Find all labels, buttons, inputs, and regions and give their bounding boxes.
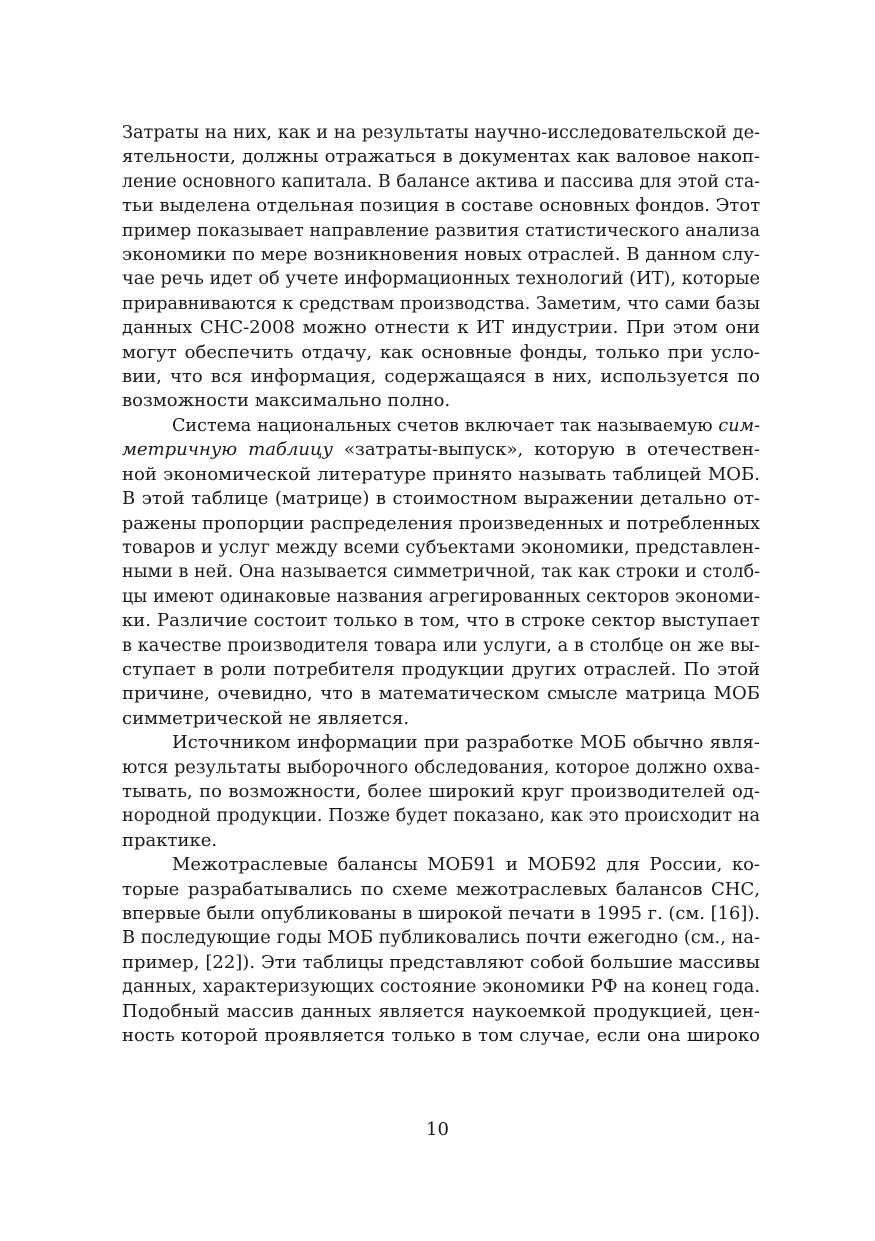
text-line: торые разрабатывались по схеме межотраслевых балансов СНС, bbox=[122, 878, 760, 900]
text-line bbox=[122, 414, 760, 438]
text-line: возможности максимально полно. bbox=[122, 390, 451, 412]
text-line: данных, характеризующих состояние экономики РФ на конец года. bbox=[122, 976, 760, 998]
text-line: ступает в роли потребителя продукции других отраслей. По этой bbox=[122, 658, 760, 680]
emphasis-text: сим- bbox=[718, 415, 760, 436]
text-line: впервые были опубликованы в широкой печати в 1995 г. (см. [16]). bbox=[122, 903, 760, 924]
text-line: могут обеспечить отдачу, как основные фонды, только при усло- bbox=[122, 341, 760, 363]
text-line: ются результаты выборочного обследования, которое должно охва- bbox=[122, 757, 760, 778]
text-line: ятельности, должны отражаться в документах как валовое накоп- bbox=[122, 146, 760, 168]
text-run: Система национальных счетов включает так называемую bbox=[172, 415, 719, 436]
paragraph bbox=[122, 121, 760, 414]
text-line: ражены пропорции распределения произведенных и потребленных bbox=[122, 513, 760, 534]
text-line: чае речь идет об учете информационных технологий (ИТ), которые bbox=[122, 268, 760, 290]
text-line: пример показывает направление развития статистического анализа bbox=[122, 220, 760, 241]
text-line: в качестве производителя товара или услуги, а в столбце он же вы- bbox=[122, 635, 760, 656]
text-line: нородной продукции. Позже будет показано, как это происходит на bbox=[122, 806, 760, 827]
text-line: тывать, по возможности, более широкий круг производителей од- bbox=[122, 780, 760, 802]
body-text bbox=[122, 121, 760, 1048]
text-line: ной экономической литературе принято называть таблицей МОБ. bbox=[122, 463, 760, 485]
text-line: ными в ней. Она называется симметричной, так как строки и столб- bbox=[122, 562, 760, 583]
text-line: цы имеют одинаковые названия агрегированных секторов экономи- bbox=[122, 586, 760, 607]
text-line: причине, очевидно, что в математическом смысле матрица МОБ bbox=[122, 683, 760, 705]
text-line: Источником информации при разработке МОБ обычно явля- bbox=[172, 732, 760, 754]
text-run: «затраты-выпуск», которую в отечествен- bbox=[332, 439, 760, 461]
text-line: товаров и услуг между всеми субъектами экономики, представлен- bbox=[122, 536, 760, 558]
text-line: данных СНС-2008 можно отнести к ИТ индустрии. При этом они bbox=[122, 317, 760, 339]
text-line: экономики по мере возникновения новых отраслей. В данном слу- bbox=[122, 244, 760, 266]
text-line: ление основного капитала. В балансе актива и пассива для этой ста- bbox=[122, 171, 760, 192]
paragraph bbox=[122, 414, 760, 731]
text-line: В последующие годы МОБ публиковались почти ежегодно (см., на- bbox=[122, 927, 760, 949]
page-number: 10 bbox=[426, 1119, 449, 1140]
text-line: симметрической не является. bbox=[122, 707, 410, 729]
text-line: пример, [22]). Эти таблицы представляют собой большие массивы bbox=[122, 951, 760, 973]
emphasis-text: метричную таблицу bbox=[122, 439, 333, 461]
text-line: В этой таблице (матрице) в стоимостном выражении детально от- bbox=[122, 488, 760, 510]
text-line: ность которой проявляется только в том случае, если она широко bbox=[122, 1025, 760, 1047]
text-line: приравниваются к средствам производства. Заметим, что сами базы bbox=[122, 293, 760, 314]
text-line: Подобный массив данных является наукоемкой продукцией, цен- bbox=[122, 1000, 760, 1022]
text-line bbox=[122, 438, 760, 462]
text-line: тьи выделена отдельная позиция в составе основных фондов. Этот bbox=[122, 195, 761, 217]
text-line: практике. bbox=[122, 829, 218, 851]
paragraph bbox=[122, 853, 760, 1048]
text-line: ки. Различие состоит только в том, что в строке сектор выступает bbox=[122, 610, 760, 632]
text-line: Затраты на них, как и на результаты научно-исследовательской де- bbox=[122, 123, 760, 143]
text-line: вии, что вся информация, содержащаяся в них, используется по bbox=[122, 366, 760, 388]
paragraph bbox=[122, 731, 760, 853]
text-line: Межотраслевые балансы МОБ91 и МОБ92 для России, ко- bbox=[172, 854, 760, 876]
